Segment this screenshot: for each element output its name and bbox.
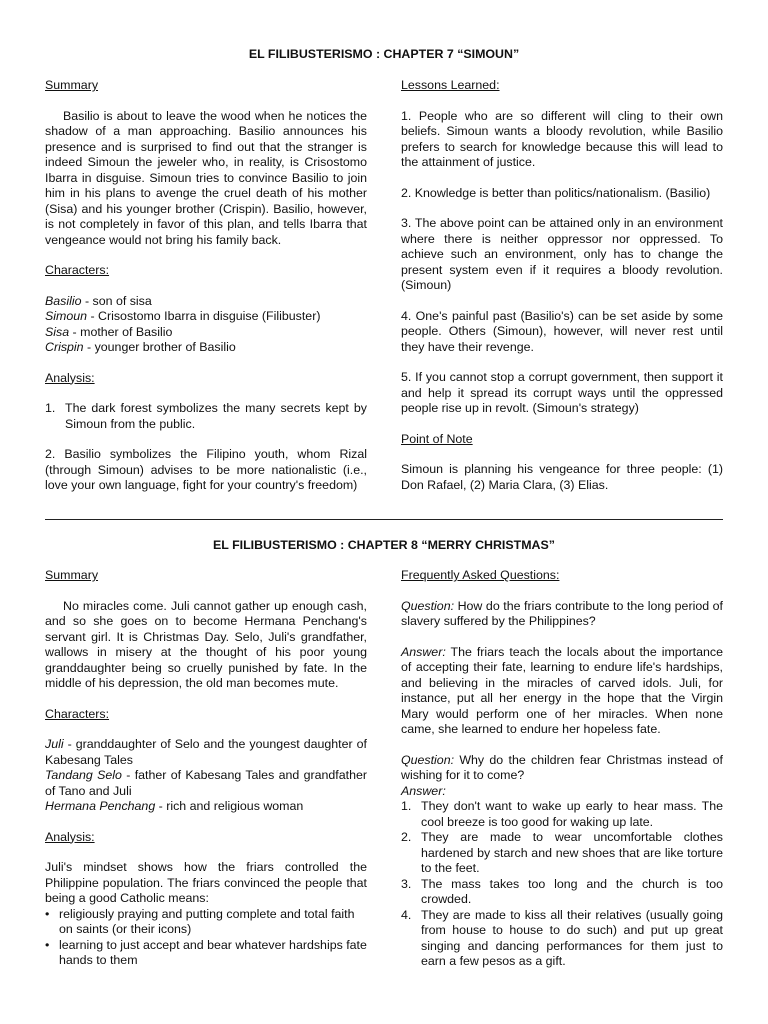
character-item [45, 325, 367, 341]
ch7-lessons-heading: Lessons Learned: [401, 78, 500, 92]
character-name: Juli [45, 737, 64, 751]
answer-label: Answer: [401, 644, 446, 659]
lesson-item: 1. People who are so different will cling to their own beliefs. Simoun wants a bloody revolution, while Basilio prefers to search for knowledge because this will lead to the attainment of justice. [401, 108, 723, 169]
list-item [401, 830, 723, 877]
faq-question-1 [401, 599, 723, 630]
ch7-right-column [401, 78, 723, 493]
ch7-analysis-list [45, 401, 367, 432]
list-number: 3. [401, 876, 412, 891]
lesson-item: 2. Knowledge is better than politics/nationalism. (Basilio) [401, 185, 711, 200]
bullet-icon: • [45, 906, 50, 921]
answer-label: Answer: [401, 783, 446, 798]
answer-text: The friars teach the locals about the importance of accepting their fate, learning to endure life's hardships, and believing in the miracles of carved idols. Juli, for instance, put all her energy in the hope that the Virgin Mary would perform one of her miracles. When none came, she learned to endure her hopeless fate. [401, 644, 723, 736]
lesson-item: 3. The above point can be attained only in an environment where there is neither oppressor nor oppressed. To achieve such an environment, only has to change the present system even if it requires a bloody revolution. (Simoun) [401, 216, 723, 292]
character-desc: - Crisostomo Ibarra in disguise (Filibuster) [87, 309, 321, 323]
ch8-analysis-bullets [45, 907, 367, 969]
ch7-left-column [45, 78, 367, 494]
faq-question-2 [401, 753, 723, 784]
chapter-7-title: EL FILIBUSTERISMO : CHAPTER 7 “SIMOUN” [248, 47, 520, 61]
list-item [45, 401, 367, 432]
ch7-characters-heading: Characters: [45, 263, 110, 277]
character-desc: - younger brother of Basilio [83, 340, 236, 354]
list-number: 4. [401, 907, 412, 922]
ch7-note-heading: Point of Note [401, 431, 473, 446]
ch7-note-text: Simoun is planning his vengeance for three people: (1) Don Rafael, (2) Maria Clara, (3) Elias. [401, 462, 723, 492]
section-divider [45, 519, 723, 520]
character-desc: - son of sisa [81, 293, 152, 308]
lesson-item: 5. If you cannot stop a corrupt government, then support it and help it spread its corrupt ways until the oppressed people rise up in revolt. (Simoun's strategy) [401, 370, 723, 415]
ch7-analysis-heading: Analysis: [45, 370, 95, 385]
answer-item-text: They are made to wear uncomfortable clothes hardened by starch and new shoes that are like torture to the feet. [421, 830, 723, 875]
faq-answer-1 [401, 645, 723, 738]
question-label: Question: [401, 752, 455, 767]
character-item [45, 799, 367, 815]
list-item [45, 938, 367, 969]
character-item [45, 294, 367, 310]
list-item [401, 799, 723, 830]
character-item [45, 768, 367, 799]
answer-item-text: They don't want to wake up early to hear mass. The cool breeze is too good for waking up late. [421, 799, 723, 829]
answer-item-text: They are made to kiss all their relatives (usually going from house to house to do such) and put up great singing and dancing performances for them just to earn a few pesos as a gift. [421, 907, 723, 968]
question-label: Question: [401, 598, 455, 613]
answer-item-text: The mass takes too long and the church is too crowded. [421, 876, 723, 906]
character-item [45, 340, 367, 356]
character-desc: - father of Kabesang Tales and grandfather of Tano and Juli [45, 768, 367, 798]
ch8-analysis-heading: Analysis: [45, 829, 95, 844]
ch8-right-column [401, 568, 723, 985]
character-name: Crispin [45, 340, 84, 354]
ch7-characters-list [45, 294, 367, 356]
analysis-item-text: The dark forest symbolizes the many secrets kept by Simoun from the public. [65, 401, 367, 431]
list-item [401, 908, 723, 970]
bullet-icon: • [45, 937, 50, 952]
list-number: 1. [401, 799, 412, 813]
question-text: Why do the children fear Christmas instead of wishing for it to come? [401, 752, 723, 782]
chapter-8-title: EL FILIBUSTERISMO : CHAPTER 8 “MERRY CHRISTMAS” [213, 538, 555, 552]
character-desc: - rich and religious woman [155, 799, 304, 813]
character-name: Simoun [45, 309, 88, 323]
character-item [45, 737, 367, 768]
ch8-analysis-text: Juli's mindset shows how the friars controlled the Philippine population. The friars convinced the people that being a good Catholic means: [45, 860, 367, 905]
ch8-summary-text: No miracles come. Juli cannot gather up enough cash, and so she goes on to become Hermana Penchang's servant girl. It is Christmas Day. Selo, Juli's grandfather, wallows in misery at the thought of his poor young granddaughter being so cruelly punished by fate. In the middle of his depression, the old man becomes mute. [45, 598, 367, 690]
ch7-summary-text: Basilio is about to leave the wood when he notices the shadow of a man approaching. Basilio announces his presence and is surprised to find out that the stranger is indeed Simoun the jeweler who, in reality, is Crisostomo Ibarra in disguise. Simoun tries to convince Basilio to join him in his plans to avenge the cruel death of his mother (Sisa) and his younger brother (Crispin). Basilio, however, is not completely in favor of this plan, and tells Ibarra that vengeance would not bring his family back. [45, 108, 367, 247]
ch8-characters-list [45, 737, 367, 815]
character-item [45, 309, 367, 325]
list-number: 2. [401, 830, 412, 844]
character-name: Basilio [45, 293, 82, 308]
list-item [45, 907, 367, 938]
bullet-text: religiously praying and putting complete and total faith on saints (or their icons) [59, 906, 355, 936]
character-desc: - granddaughter of Selo and the youngest daughter of Kabesang Tales [45, 737, 367, 767]
character-name: Tandang Selo [45, 768, 122, 782]
ch8-left-column [45, 568, 367, 969]
bullet-text: learning to just accept and bear whatever hardships fate hands to them [59, 937, 367, 967]
character-name: Hermana Penchang [45, 799, 156, 813]
ch8-characters-heading: Characters: [45, 706, 110, 721]
ch7-analysis-item-2: 2. Basilio symbolizes the Filipino youth, whom Rizal (through Simoun) advises to be more nationalistic (i.e., love your own language, fight for your country's freedom) [45, 447, 367, 492]
faq-answer-2-list [401, 799, 723, 970]
ch7-summary-heading: Summary [45, 78, 99, 92]
question-text: How do the friars contribute to the long period of slavery suffered by the Philippines? [401, 598, 723, 628]
ch8-summary-heading: Summary [45, 568, 99, 582]
character-name: Sisa [45, 324, 70, 339]
list-number: 1. [45, 401, 56, 415]
lesson-item: 4. One's painful past (Basilio's) can be set aside by some people. Others (Simoun), however, will never rest until they have their revenge. [401, 308, 723, 354]
ch8-faq-heading: Frequently Asked Questions: [401, 568, 560, 582]
character-desc: - mother of Basilio [69, 324, 173, 339]
list-item [401, 877, 723, 908]
